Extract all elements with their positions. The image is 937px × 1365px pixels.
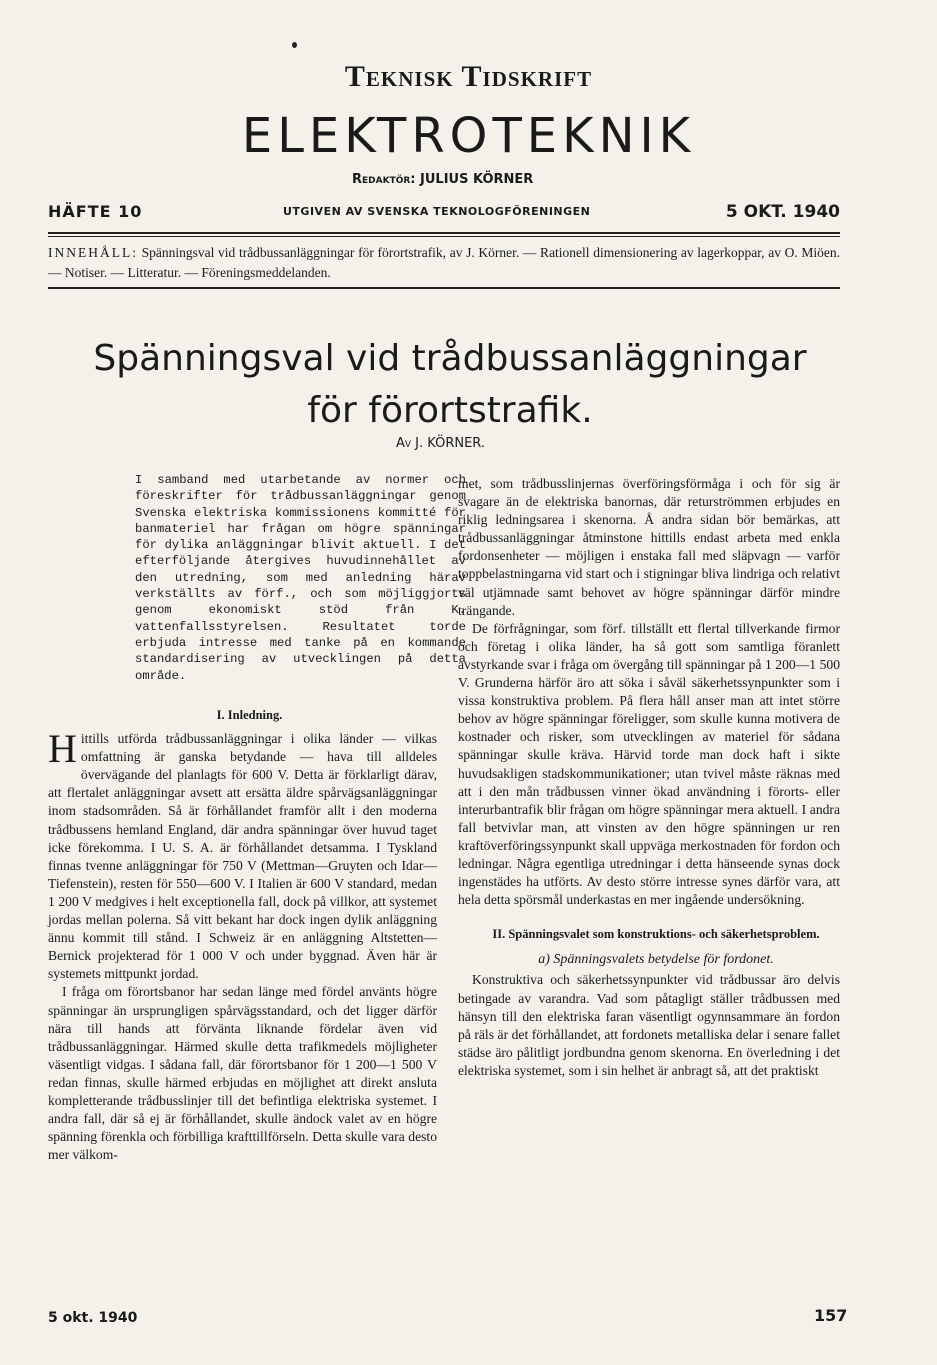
issue-date: 5 OKT. 1940 (725, 202, 840, 222)
section2-heading: II. Spänningsvalet som konstruktions- och säkerhetsproblem. (492, 927, 820, 942)
right-column (458, 475, 840, 1080)
section1-paragraph-2: I fråga om förortsbanor har sedan länge med fördel använts högre spänningar än ursprungligen spårvägsstandard, och det ligger därför nära till hands att förvänta liknande fördelar även vid trådbussanläggningar. Härmed skulle detta trafikmedels möjligheter väsentligt vidgas. I sådana fall, där förortsbanor för 1 200—1 500 V redan finnas, skulle härmed erbjudas en möjlighet att direkt ansluta kompletterande trådbusslinjer till det befintliga elektriska systemet. I andra fall, där så ej är förhållandet, skulle ändock valet av en högre spänning förenkla och förbilliga krafttillförseln. Detta skulle vara desto mer välkom- (48, 984, 437, 1163)
article-byline: Av J. KÖRNER. (396, 436, 485, 451)
divider-bottom (48, 287, 840, 289)
divider-top-thin (48, 236, 840, 237)
ink-dot (292, 42, 297, 48)
section1-paragraph-1 (48, 726, 437, 983)
article-title (60, 333, 840, 437)
contents-label: INNEHÅLL: (48, 245, 138, 260)
right-paragraph-2: De förfrågningar, som förf. tillställt ett flertal tillverkande firmor och företag i olika länder, ha så gott som samtliga föranlett avstyrkande svar i fråga om övergång till spänningar på 1 200—1 500 V. Grunderna härför äro att söka i såväl säkerhetssynpunkter som i vissa konstruktiva problem. På flera håll anser man att intet större behov av högre spänningar föreligger, som skulle kunna motivera de kostnader och risker, som utvecklingen av materiel för sådana spänningar skulle kräva. Härvid torde man dock haft i sikte huvudsakligen stadskommunikationer; utan tvivel måste räknas med att i den mån trådbussen vinner ökad användning i förorts- eller interurbantrafik blir frågan om högre spänningar mera aktuell. I andra fall betvivlar man, att vinsten av den högre spänningen ur ren kraftöverföringssynpunkt skall uppväga merkostnaden för fordon och ledningar. Några egentliga utredningar i detta hänseende synas dock ingenstädes ha utförts. Av desto större intresse synes därför vara, att hela detta spörsmål underkastas en mer ingående undersökning. (458, 620, 840, 908)
article-title-line2: för förortstrafik. (307, 390, 593, 431)
right-paragraph-1: met, som trådbusslinjernas överföringsförmåga i och för sig är svagare än de elektriska banornas, där returströmmen erbjudes en riklig ledningsarea i skenorna. Å andra sidan bör bemärkas, att trådbussanläggningar åtminstone hittills endast arbeta med enkla fordonsenheter — möjligen i enstaka fall med släpvagn — varför toppbelastningarna vid start och i stigningar bliva lindriga och relativt väl utjämnade samt behovet av högre spänningar därför mindre trängande. (458, 476, 840, 618)
right-paragraph-3: Konstruktiva och säkerhetssynpunkter vid trådbussar äro delvis betingade av varandra. Vad som påtagligt ställer trådbussen med hänsyn till den elektriska faran väsentligt ogynnsammare än fordon på räls är det förhållandet, att fordonets metalliska delar i senare fallet städse äro pålitligt jordbundna genom skenorna. En överledning i det elektriska systemet, som i sin helhet är anbragt så, att det praktiskt (458, 972, 840, 1078)
publisher: UTGIVEN AV SVENSKA TEKNOLOGFÖRENINGEN (283, 205, 591, 218)
section1-paragraph-1-text: ittills utförda trådbussanläggningar i olika länder — vilkas omfattning är ganska betydande — hava till alldeles övervägande del planlagts för 600 V. Detta är förklarligt därav, att flertalet anläggningar avsett att ersätta äldre spårvägsanläggningar inom stadsområden. Så är förhållandet framför allt i den moderna trådbussens hemland England, där andra spänningar över huvud taget icke förekomma. I U. S. A. är förhållandet detsamma. I Tyskland finnas tvenne anläggningar för 750 V (Mettman—Gruyten och Idar—Tiefenstein), resten för 550—600 V. I Italien är 600 V standard, medan 1 200 V medgives i helt exceptionella fall, dock på villkor, att systemet jordas mellan polerna. Så vitt bekant har dock ingen dylik anläggning ännu kommit till stånd. I Schweiz är en anläggning Altstetten—Bernick projekterad för 1 000 V och under byggnad. Även här är systemets mittpunkt jordad. (48, 731, 437, 982)
section1-heading: I. Inledning. (216, 708, 283, 722)
issue-line (48, 202, 840, 222)
editor-line: Redaktör: JULIUS KÖRNER (352, 172, 534, 187)
divider-top (48, 232, 840, 234)
section-title: ELEKTROTEKNIK (241, 108, 696, 164)
page-number: 157 (814, 1306, 848, 1325)
footer-date: 5 okt. 1940 (48, 1310, 138, 1326)
table-of-contents (48, 243, 840, 283)
section2-subheading: a) Spänningsvalets betydelse för fordonet. (538, 952, 774, 968)
issue-number: HÄFTE 10 (48, 202, 143, 221)
left-column (48, 706, 437, 1164)
article-abstract: I samband med utarbetande av normer och föreskrifter för trådbussanläggningar genom Svenska elektriska kommissionens kommitté för banmateriel har frågan om högre spänningar för dylika anläggningar blivit aktuell. I det efterföljande återgives huvudinnehållet av den utredning, som med anledning härav verkställts av förf., och som möjliggjorts genom ekonomiskt stöd från K. vattenfallsstyrelsen. Resultatet torde erbjuda intresse med tanke på en kommande standardisering av utvecklingen på detta område. (135, 473, 466, 683)
contents-text: Spänningsval vid trådbussanläggningar för förortstrafik, av J. Körner. — Rationell dimensionering av lagerkoppar, av O. Miöen. — Notiser. — Litteratur. — Föreningsmeddelanden. (48, 245, 840, 280)
article-title-line1: Spänningsval vid trådbussanläggningar (93, 338, 807, 379)
drop-cap: H (48, 726, 77, 772)
journal-title: Teknisk Tidskrift (344, 60, 593, 93)
